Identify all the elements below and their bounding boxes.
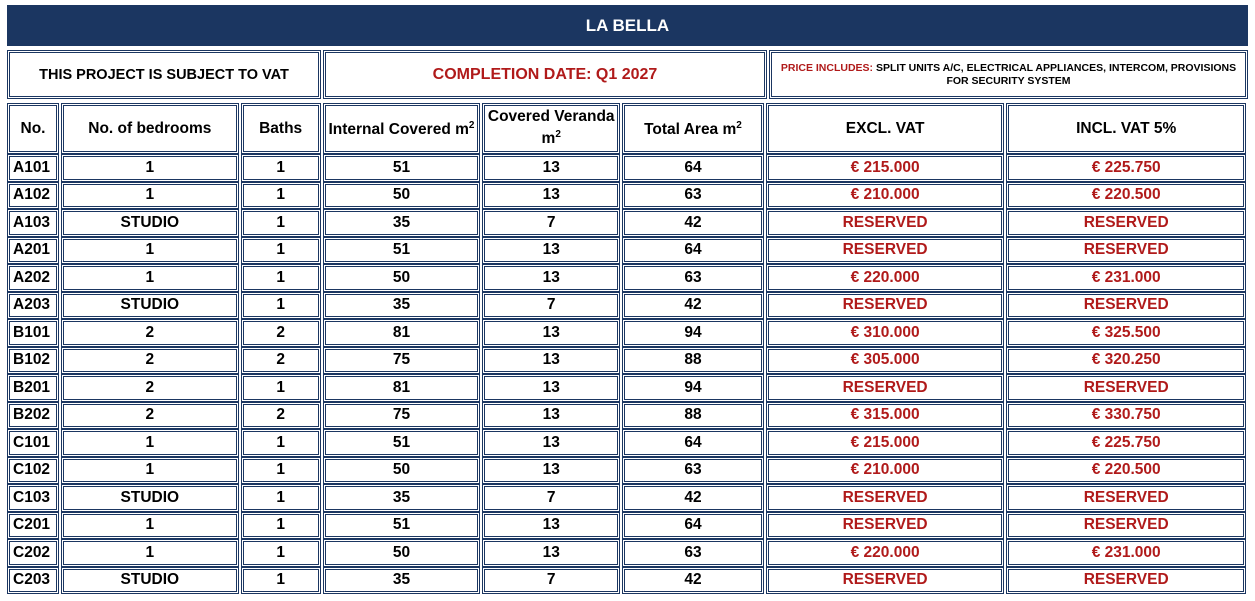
veranda-area-cell: 13 [482, 457, 620, 485]
table-row [7, 402, 1246, 430]
col-header-veranda-area: Covered Veranda $m^2$ [482, 103, 620, 154]
col-header-internal-area: Internal Covered $m^2$ [323, 103, 481, 154]
price-incl-vat-cell: € 330.750 [1006, 402, 1246, 430]
table-row [7, 182, 1246, 210]
price-incl-vat-cell: € 325.500 [1006, 319, 1246, 347]
veranda-area-cell: 13 [482, 374, 620, 402]
price-incl-vat-cell: RESERVED [1006, 512, 1246, 540]
baths-cell: 2 [241, 402, 321, 430]
baths-cell: 2 [241, 319, 321, 347]
baths-cell: 1 [241, 457, 321, 485]
vat-note: THIS PROJECT IS SUBJECT TO VAT [7, 50, 321, 99]
table-body [7, 154, 1246, 594]
bedrooms-cell: 1 [61, 539, 239, 567]
table-row [7, 264, 1246, 292]
table-row [7, 347, 1246, 375]
bedrooms-cell: 2 [61, 402, 239, 430]
baths-cell: 1 [241, 429, 321, 457]
unit-number-cell: A101 [7, 154, 59, 182]
unit-number-cell: C203 [7, 567, 59, 595]
veranda-area-cell: 13 [482, 512, 620, 540]
veranda-area-cell: 13 [482, 237, 620, 265]
price-list-sheet [7, 5, 1248, 594]
col-header-total-area: Total Area $m^2$ [622, 103, 764, 154]
col-header-no: No. [7, 103, 59, 154]
unit-number-cell: B102 [7, 347, 59, 375]
total-area-cell: 64 [622, 429, 764, 457]
table-row [7, 484, 1246, 512]
price-incl-vat-cell: RESERVED [1006, 484, 1246, 512]
bedrooms-cell: 1 [61, 154, 239, 182]
unit-number-cell: B202 [7, 402, 59, 430]
price-excl-vat-cell: RESERVED [766, 567, 1005, 595]
internal-area-cell: 75 [323, 402, 481, 430]
baths-cell: 1 [241, 209, 321, 237]
internal-area-cell: 81 [323, 374, 481, 402]
internal-area-cell: 50 [323, 457, 481, 485]
table-row [7, 209, 1246, 237]
baths-cell: 1 [241, 512, 321, 540]
bedrooms-cell: 1 [61, 512, 239, 540]
baths-cell: 2 [241, 347, 321, 375]
veranda-area-cell: 13 [482, 539, 620, 567]
price-excl-vat-cell: RESERVED [766, 292, 1005, 320]
bedrooms-cell: STUDIO [61, 484, 239, 512]
price-excl-vat-cell: € 210.000 [766, 182, 1005, 210]
veranda-area-cell: 13 [482, 429, 620, 457]
total-area-cell: 64 [622, 512, 764, 540]
col-header-incl-vat: INCL. VAT 5% [1006, 103, 1246, 154]
price-excl-vat-cell: € 215.000 [766, 429, 1005, 457]
table-row [7, 319, 1246, 347]
internal-area-cell: 35 [323, 292, 481, 320]
unit-number-cell: A201 [7, 237, 59, 265]
veranda-area-cell: 13 [482, 319, 620, 347]
bedrooms-cell: 1 [61, 429, 239, 457]
price-incl-vat-cell: RESERVED [1006, 567, 1246, 595]
total-area-cell: 88 [622, 402, 764, 430]
internal-area-cell: 35 [323, 567, 481, 595]
price-excl-vat-cell: RESERVED [766, 374, 1005, 402]
internal-area-cell: 35 [323, 484, 481, 512]
price-excl-vat-cell: RESERVED [766, 484, 1005, 512]
bedrooms-cell: STUDIO [61, 209, 239, 237]
table-row [7, 567, 1246, 595]
total-area-cell: 88 [622, 347, 764, 375]
price-excl-vat-cell: € 220.000 [766, 539, 1005, 567]
baths-cell: 1 [241, 374, 321, 402]
baths-cell: 1 [241, 182, 321, 210]
veranda-area-cell: 7 [482, 484, 620, 512]
baths-cell: 1 [241, 567, 321, 595]
total-area-cell: 42 [622, 484, 764, 512]
project-info-row [7, 50, 1248, 99]
unit-number-cell: C101 [7, 429, 59, 457]
unit-number-cell: C103 [7, 484, 59, 512]
unit-number-cell: A203 [7, 292, 59, 320]
bedrooms-cell: 1 [61, 264, 239, 292]
table-row [7, 429, 1246, 457]
total-area-cell: 63 [622, 182, 764, 210]
bedrooms-cell: STUDIO [61, 567, 239, 595]
internal-area-cell: 50 [323, 182, 481, 210]
total-area-cell: 94 [622, 319, 764, 347]
total-area-cell: 42 [622, 209, 764, 237]
total-area-cell: 42 [622, 567, 764, 595]
veranda-area-cell: 13 [482, 347, 620, 375]
table-row [7, 292, 1246, 320]
price-incl-vat-cell: RESERVED [1006, 292, 1246, 320]
price-incl-vat-cell: RESERVED [1006, 209, 1246, 237]
price-incl-vat-cell: € 225.750 [1006, 429, 1246, 457]
table-row [7, 539, 1246, 567]
internal-area-cell: 50 [323, 539, 481, 567]
veranda-area-cell: 13 [482, 154, 620, 182]
unit-number-cell: A103 [7, 209, 59, 237]
bedrooms-cell: 2 [61, 374, 239, 402]
total-area-cell: 64 [622, 154, 764, 182]
price-incl-vat-cell: € 231.000 [1006, 539, 1246, 567]
price-excl-vat-cell: € 210.000 [766, 457, 1005, 485]
price-excl-vat-cell: € 315.000 [766, 402, 1005, 430]
price-incl-vat-cell: € 225.750 [1006, 154, 1246, 182]
unit-number-cell: C202 [7, 539, 59, 567]
internal-area-cell: 51 [323, 154, 481, 182]
internal-area-cell: 51 [323, 429, 481, 457]
total-area-cell: 42 [622, 292, 764, 320]
price-excl-vat-cell: € 215.000 [766, 154, 1005, 182]
total-area-cell: 63 [622, 264, 764, 292]
col-header-bedrooms: No. of bedrooms [61, 103, 239, 154]
veranda-area-cell: 13 [482, 402, 620, 430]
price-incl-vat-cell: € 320.250 [1006, 347, 1246, 375]
baths-cell: 1 [241, 484, 321, 512]
veranda-area-cell: 13 [482, 264, 620, 292]
table-header-row [7, 103, 1246, 154]
table-row [7, 154, 1246, 182]
price-incl-vat-cell: RESERVED [1006, 237, 1246, 265]
baths-cell: 1 [241, 237, 321, 265]
project-title: LA BELLA [7, 5, 1248, 46]
internal-area-cell: 75 [323, 347, 481, 375]
price-incl-vat-cell: RESERVED [1006, 374, 1246, 402]
unit-number-cell: A202 [7, 264, 59, 292]
internal-area-cell: 50 [323, 264, 481, 292]
unit-number-cell: B201 [7, 374, 59, 402]
price-excl-vat-cell: RESERVED [766, 512, 1005, 540]
internal-area-cell: 81 [323, 319, 481, 347]
bedrooms-cell: 2 [61, 319, 239, 347]
price-includes-note [769, 50, 1248, 99]
price-excl-vat-cell: RESERVED [766, 237, 1005, 265]
veranda-area-cell: 7 [482, 567, 620, 595]
price-table [5, 103, 1248, 594]
veranda-area-cell: 7 [482, 292, 620, 320]
internal-area-cell: 35 [323, 209, 481, 237]
total-area-cell: 64 [622, 237, 764, 265]
price-includes-label: PRICE INCLUDES: [780, 61, 874, 74]
total-area-cell: 63 [622, 539, 764, 567]
veranda-area-cell: 7 [482, 209, 620, 237]
col-header-excl-vat: EXCL. VAT [766, 103, 1005, 154]
price-incl-vat-cell: € 220.500 [1006, 457, 1246, 485]
price-excl-vat-cell: € 220.000 [766, 264, 1005, 292]
price-excl-vat-cell: RESERVED [766, 209, 1005, 237]
unit-number-cell: C201 [7, 512, 59, 540]
unit-number-cell: C102 [7, 457, 59, 485]
bedrooms-cell: 1 [61, 237, 239, 265]
unit-number-cell: A102 [7, 182, 59, 210]
price-excl-vat-cell: € 305.000 [766, 347, 1005, 375]
baths-cell: 1 [241, 539, 321, 567]
price-incl-vat-cell: € 220.500 [1006, 182, 1246, 210]
unit-number-cell: B101 [7, 319, 59, 347]
veranda-area-cell: 13 [482, 182, 620, 210]
total-area-cell: 94 [622, 374, 764, 402]
internal-area-cell: 51 [323, 512, 481, 540]
price-incl-vat-cell: € 231.000 [1006, 264, 1246, 292]
total-area-cell: 63 [622, 457, 764, 485]
bedrooms-cell: 2 [61, 347, 239, 375]
table-row [7, 512, 1246, 540]
col-header-baths: Baths [241, 103, 321, 154]
internal-area-cell: 51 [323, 237, 481, 265]
bedrooms-cell: 1 [61, 457, 239, 485]
baths-cell: 1 [241, 292, 321, 320]
baths-cell: 1 [241, 264, 321, 292]
baths-cell: 1 [241, 154, 321, 182]
table-row [7, 237, 1246, 265]
table-row [7, 457, 1246, 485]
bedrooms-cell: 1 [61, 182, 239, 210]
price-excl-vat-cell: € 310.000 [766, 319, 1005, 347]
completion-date: COMPLETION DATE: Q1 2027 [323, 50, 767, 99]
bedrooms-cell: STUDIO [61, 292, 239, 320]
price-includes-text: SPLIT UNITS A/C, ELECTRICAL APPLIANCES, INTERCOM, PROVISIONS FOR SECURITY SYSTEM [875, 61, 1237, 87]
table-row [7, 374, 1246, 402]
